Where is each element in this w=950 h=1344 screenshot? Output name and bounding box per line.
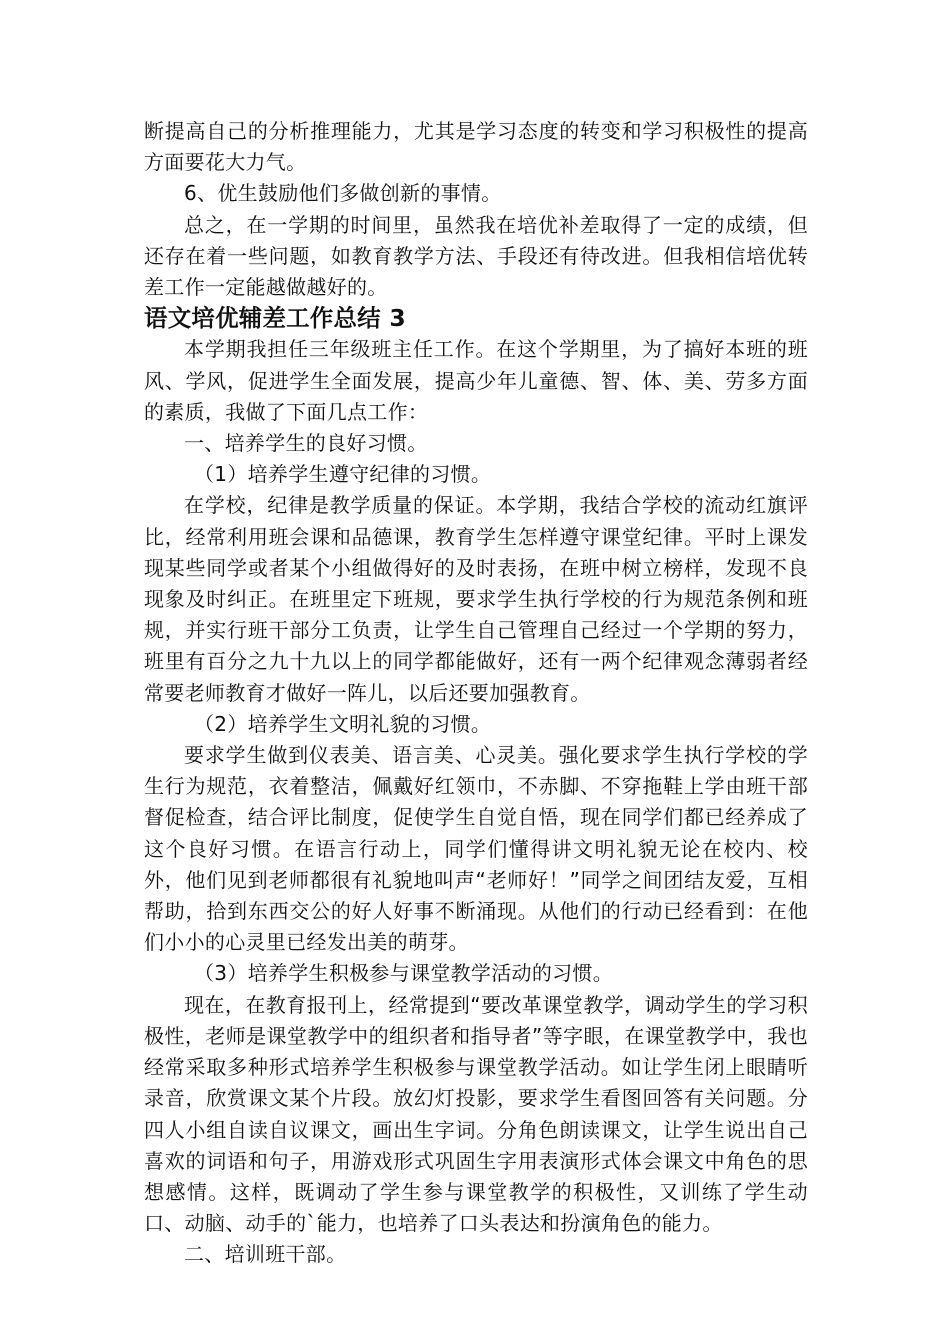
paragraph: 6、优生鼓励他们多做创新的事情。 [184,181,502,206]
paragraph: 要求学生做到仪表美、语言美、心灵美。强化要求学生执行学校的学生行为规范，衣着整洁，佩戴好红领巾，不赤脚、不穿拖鞋上学由班干部督促检查，结合评比制度，促使学生自觉自悟，现在同学们都已经养成了这个良好习惯。在语言行动上，同学们懂得讲文明礼貌无论在校内、校外，他们见到老师都很有礼貌地叫声“老师好！”同学之间团结友爱，互相帮助，拾到东西交公的好人好事不断涌现。从他们的行动已经看到：在他们小小的心灵里已经发出美的萌芽。 [144,743,808,955]
paragraph: 断提高自己的分析推理能力，尤其是学习态度的转变和学习积极性的提高方面要花大力气。 [144,119,808,175]
paragraph: 在学校，纪律是教学质量的保证。本学期，我结合学校的流动红旗评比，经常利用班会课和品德课，教育学生怎样遵守课堂纪律。平时上课发现某些同学或者某个小组做得好的及时表扬，在班中树立榜样，发现不良现象及时纠正。在班里定下班规，要求学生执行学校的行为规范条例和班规，并实行班干部分工负责，让学生自己管理自己经过一个学期的努力，班里有百分之九十九以上的同学都能做好，还有一两个纪律观念薄弱者经常要老师教育才做好一阵儿，以后还要加强教育。 [144,493,808,705]
subheading: （3）培养学生积极参与课堂教学活动的习惯。 [194,961,614,986]
subheading: （2）培养学生文明礼貌的习惯。 [194,711,492,736]
document-page [144,116,808,1271]
paragraph: 现在，在教育报刊上，经常提到“要改革课堂教学，调动学生的学习积极性，老师是课堂教学中的组织者和指导者”等字眼，在课堂教学中，我也经常采取多种形式培养学生积极参与课堂教学活动。如让学生闭上眼睛听录音，欣赏课文某个片段。放幻灯投影，要求学生看图回答有关问题。分四人小组自读自议课文，画出生字词。分角色朗读课文，让学生说出自己喜欢的词语和句子，用游戏形式巩固生字用表演形式体会课文中角色的思想感情。这样，既调动了学生参与课堂教学的积极性，又训练了学生动口、动脑、动手的`能力，也培养了口头表达和扮演角色的能力。 [144,992,808,1236]
paragraph: 总之，在一学期的时间里，虽然我在培优补差取得了一定的成绩，但还存在着一些问题，如教育教学方法、手段还有待改进。但我相信培优转差工作一定能越做越好的。 [144,212,808,300]
paragraph: 本学期我担任三年级班主任工作。在这个学期里，为了搞好本班的班风、学风，促进学生全面发展，提高少年儿童德、智、体、美、劳多方面的素质，我做了下面几点工作： [144,337,808,424]
paragraph: 二、培训班干部。 [184,1242,347,1267]
subheading: （1）培养学生遵守纪律的习惯。 [194,462,492,487]
section-heading: 语文培优辅差工作总结 3 [144,304,406,333]
paragraph: 一、培养学生的良好习惯。 [184,431,428,456]
